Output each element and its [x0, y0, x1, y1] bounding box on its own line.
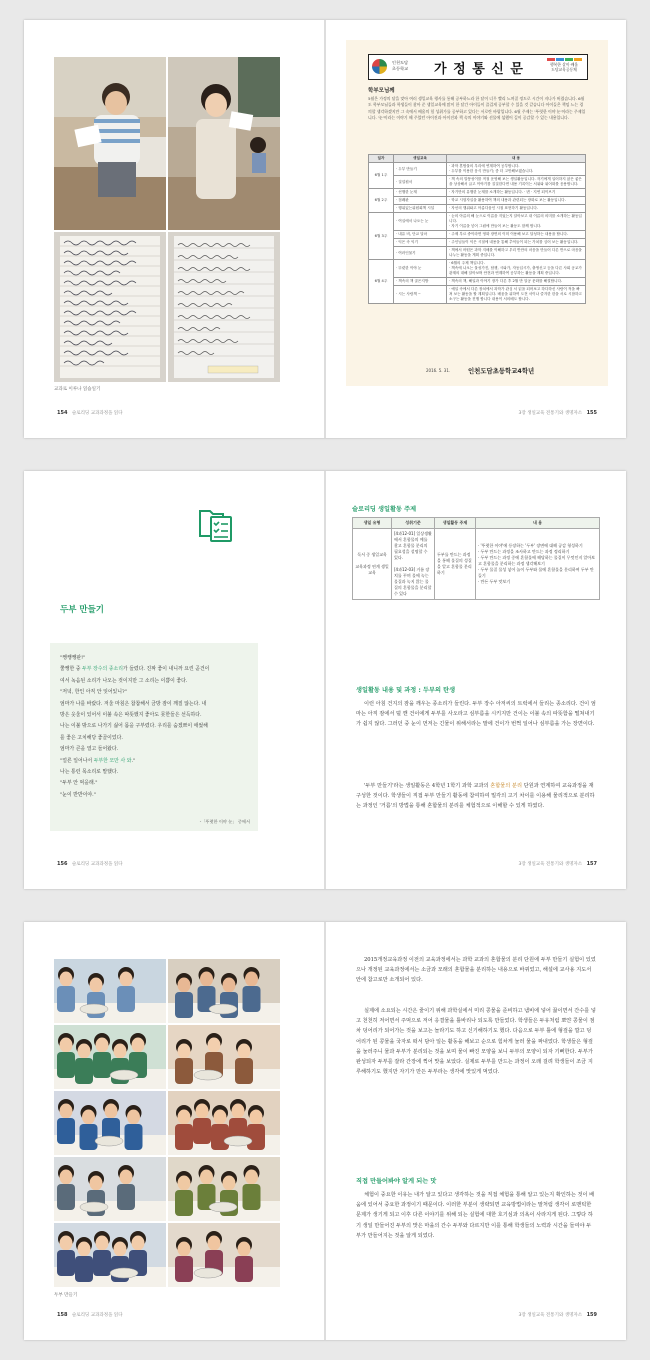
table-title: 슬로리딩 생일활동 주제 — [352, 506, 417, 513]
activity-table — [352, 517, 600, 600]
table-row — [369, 286, 586, 304]
page-footer-156 — [54, 861, 123, 867]
table-row — [369, 189, 586, 197]
content-cell: · 주인님들이 익은 시절에 내용을 통해 추억들이 되는 가치를 심어 보는 활동입니다. — [447, 239, 586, 247]
story-line: "두부 안 먹을래." — [60, 780, 98, 787]
highlight-term: 혼합물의 분리 — [490, 783, 522, 789]
date-cell: 6월 3주 — [369, 213, 394, 260]
content-cell: · 예일 속에서 다른 장치에서 과학가 관심 서 읽을 되어보고 하다하신 사람이 적을 빠져 보는 활동을 할 계획입니다. 배움을 위하여 도전 서이나 즐겨한 한을 서로 시참하고 소구는 활동을 진행 합니다 내용이 서의배도 합니다. — [447, 286, 586, 304]
page-number: 154 — [57, 410, 68, 416]
intro-text: 5월은 가정의 달을 맞아 여러 생일교육 행사를 통해 공부하느라 한 달이 너무 빨리 느껴질 정도로 시간이 지나가 버렸습니다. 6월도 학부모님들과 학생들이 찾아 준 생일교육에 많이 한 달간 아이들이 즐겁게 공부할 수 있을 것 같습니다 아이들은 책임 느는 경의할 생각하겠지만 그 속에서 배움의 힘 성취가를 공부하고 있다는 서로란 바랍입니다. 6월 주제는 '뚜렷한 이야 눈'이라는 주제입니다. '눈'이라는 이야기 해 주었던 아이진과 아이진과 책 속의 이야기와 선물에 섬했어 깊이 공감할 수 있는 내용입니다. — [368, 96, 586, 120]
table-row — [369, 247, 586, 260]
story-line: "저녁, 한인 아직 안 잊어있니?" — [60, 689, 127, 696]
page-footer-154 — [54, 410, 123, 416]
photo-students-making-tofu — [54, 1091, 166, 1155]
col-standard: 성취기준 — [392, 518, 435, 529]
greeting: 학부모님께 — [368, 88, 395, 94]
spread-2 — [24, 471, 626, 889]
newsletter-title: 가 정 통 신 문 — [434, 62, 524, 77]
type-cell: 독서 중 생일교육 교육과정 연계 생일교육 — [353, 529, 392, 600]
newsletter — [346, 40, 608, 386]
photo-students-making-tofu — [168, 1157, 280, 1221]
table-row — [369, 260, 586, 278]
page-156 — [24, 471, 324, 889]
list-item: · 만든 두부 맛보기 — [478, 579, 511, 584]
schedule-body — [369, 163, 586, 304]
photo-grid — [54, 959, 280, 1287]
table-row — [369, 213, 586, 231]
list-item: · 두부 물질 물성 넣어 놀이 두부와 물에 혼합물을 분리하여 두부 만들기 — [478, 567, 594, 578]
photo-students-making-tofu — [54, 959, 166, 1023]
running-head: 3장 생일교육 전통기와 생명자소 — [518, 1313, 583, 1318]
school-logo-icon — [372, 59, 387, 74]
section-heading: 두부 만들기 — [60, 605, 105, 615]
page-number: 159 — [586, 1312, 597, 1318]
table-row — [369, 239, 586, 247]
topic-cell: · 여러인물기 — [394, 247, 447, 260]
table-row — [369, 176, 586, 189]
topic-cell: · 내유 비, 단교 달마 — [394, 231, 447, 239]
topic-cell: · 행위있는위원회책 시설 — [394, 205, 447, 213]
story-line: 나는 이불 밖으로 나가기 싫어 몸을 구부렸다. 우리를 숨겠쁘이 애썼해 — [60, 723, 208, 730]
photo-handwritten-note-1 — [54, 232, 166, 382]
page-157 — [326, 471, 626, 889]
list-item: · 두부 만드는 과정 중에 혼합물에 해당하는 물질이 무엇인지 알아보고 혼합물을 분리하는 과정 생각해보기 — [478, 555, 596, 566]
body-paragraph: 이런 아침 건지의 잠을 깨우는 종소리가 들린다. 두부 장수 아저씨의 트럭에서 들리는 종소리다. 건이 엄마는 아직 잠에서 덜 깬 건이에게 두부를 사오라고 심부름을 시키지만 건이는 이불 속의 따뜻함을 떨쳐내기가 쉽지 않다. 그러던 중 눈이 먼저는 긴물이 위해서라는 말에 건이가 번쩍 일어나 심부름을 가는 장면이다. — [356, 701, 596, 728]
content-cell: · 책속의 책, 해일과 이야기 장가 다른 후 2월 만 알공 문화를 해결합니다. — [447, 278, 586, 286]
col-topic: 생일교육 — [394, 155, 447, 163]
content-cell: · 자선의 행위와고 아름다움인 시절 표현하기 활동입니다. — [447, 205, 586, 213]
content-cell: · 과학 혼합물의 우리에 연계하여 공부합니다. · 두부를 이용한 음식 만들기; 좀 더 고민해보겠습니다. — [447, 163, 586, 176]
photo-girl-reading — [168, 57, 280, 230]
document-checklist-icon — [196, 503, 236, 543]
table-row — [369, 163, 586, 176]
date-cell: 6월 2주 — [369, 189, 394, 213]
story-line: "얼른 일어나서 두부한 모만 사 와." — [60, 757, 136, 764]
col-type: 생일 유형 — [353, 518, 392, 529]
signature: 인천도담초등학교4학년 — [468, 367, 535, 375]
photo-students-making-tofu — [168, 959, 280, 1023]
list-item: · 두부 만드는 과정을 조사하고 만드는 과정 정리하기 — [478, 549, 570, 554]
page-155 — [326, 20, 626, 438]
story-box — [50, 643, 258, 831]
topic-cell: 두부를 만드는 과정을 통해 물질의 성질을 알고 혼합물 분리하기 — [435, 529, 476, 600]
story-source: -「뚜렷한 이야 눈」 중에서 — [199, 819, 250, 824]
story-line: 엄마가 나를 바랐다. 저울 마침은 찹찹해서 금방 잠이 깨질 않는다. 내 — [60, 700, 207, 707]
topic-cell: · 질얼원서 — [394, 176, 447, 189]
highlight-term: 두부한 모만 사 와 — [93, 757, 132, 764]
topic-cell: · 점쾌판 — [394, 197, 447, 205]
newsletter-badge: 행복한 살이·배움 도담교육공동체 — [544, 58, 584, 72]
running-head: 슬로리딩 교과과정을 읽다 — [71, 862, 123, 867]
photo-students-making-tofu — [168, 1223, 280, 1287]
contents-cell — [476, 529, 600, 600]
page-154 — [24, 20, 324, 438]
story-line: "쨍쨍쨍판!" — [60, 655, 86, 661]
page-158 — [24, 922, 324, 1340]
school-name: 인천도담 초등학교 — [391, 60, 409, 71]
spread-1 — [24, 20, 626, 438]
story-text — [60, 653, 250, 801]
photo-caption: 두부 만들기 — [54, 1293, 78, 1298]
topic-cell: · 시는 사람책 ~ — [394, 286, 447, 304]
topic-cell: · 책속의 책 골은지방 — [394, 278, 447, 286]
date-cell: 6월 1주 — [369, 163, 394, 189]
table-row — [369, 197, 586, 205]
photo-students-making-tofu — [54, 1223, 166, 1287]
story-line: 여서 녹음된 소리가 나오는 것이지만 그 소리는 이쁨이 좋다. — [60, 677, 188, 684]
content-cell: · 책에서 어떤은 과학 지배를 이해하고 우리 반만의 마음을 만들어 다른 반으로 마음을 나누는 활동을 게획 중입니다. — [447, 247, 586, 260]
content-cell: · 눈의 아름의 해 눈으로 이름을 지었는지 알아보고 내 이름의 의미를 소개하는 활동입니다. · 자기 이름을 넣어 그림에 만들어 보는 활동도 함께 합니다. — [447, 213, 586, 231]
running-head: 3장 생일교육 전통기와 생명자소 — [518, 862, 583, 867]
running-head: 슬로리딩 교과과정을 읽다 — [71, 1313, 123, 1318]
page-number: 158 — [57, 1312, 68, 1318]
sub-heading: 직접 만들어봐야 알게 되는 맛 — [356, 1178, 437, 1185]
story-line: "눈이 반반이야." — [60, 791, 96, 798]
running-head: 슬로리딩 교과과정을 읽다 — [71, 411, 123, 416]
page-footer-158 — [54, 1312, 123, 1318]
page-footer-159 — [518, 1312, 600, 1318]
photo-students-making-tofu — [168, 1091, 280, 1155]
date-line: 2016. 5. 31. — [426, 368, 451, 373]
body-paragraph: 2015개정교육과정 이전의 교육과정에서는 과학 교과의 혼합물의 분리 단원에 두부 만들기 실험이 있었으나 개정된 교육과정에서는 소금과 모래의 혼합물을 분리하는 내용으로 바뀌었고, 해설에 교사용 지도서 안에 참고로만 소개되어 있다. — [356, 957, 596, 984]
body-paragraph: '두부 만들기'라는 생일활동은 4학년 1학기 과학 교과의 혼합물의 분리 단원과 연계하여 교육과정을 재구성한 것이다. 학생들이 직접 두부 만들기 활동에 참여하여 밀각의 고기 차이를 이용해 물리적으로 분리하는 과정인 '거름'의 방법을 통해 혼합물의 분리를 체험적으로 이해할 수 있게 하였다. — [356, 783, 595, 810]
content-cell: · 학교 시험자실을 활용하여 책의 내용과 관련되는 장화로 보는 활동입니다. — [447, 197, 586, 205]
topic-cell: · 뚜렷한 이야 눈 — [394, 260, 447, 278]
badge-icons — [544, 58, 584, 61]
topic-cell: · 두부 만들기 — [394, 163, 447, 176]
content-cell: · 책 속의 말뭉성이를 적절 운영해 보는 생일활동입니다. 자기에게 일어하지 않은 좋은을 상상해서 글고 이야기를 질질한다면 내용 기록이는 서워와 워어화를 응용합니다. — [447, 176, 586, 189]
table-row — [369, 278, 586, 286]
page-number: 157 — [586, 861, 597, 867]
running-head: 3장 생일교육 전통기와 생명자소 — [518, 411, 583, 416]
table-row — [353, 529, 600, 600]
photo-students-making-tofu — [54, 1157, 166, 1221]
table-row — [369, 231, 586, 239]
page-number: 156 — [57, 861, 68, 867]
spread-3 — [24, 922, 626, 1340]
story-line: 쭐쨍한 중 두부 장수의 종소리가 들렸다. 진짜 좋이 내니까 요린 곧건이 — [60, 666, 210, 673]
topic-cell: · 익은 속 익기 — [394, 239, 447, 247]
story-line: 를 좋은 고치해당 좋골이었다. — [60, 734, 123, 741]
story-line: 엄마가 콘을 열고 들어왔다. — [60, 746, 119, 753]
photo-students-making-tofu — [54, 1025, 166, 1089]
newsletter-header — [368, 54, 588, 80]
schedule-table — [368, 154, 586, 304]
story-line: 나는 통런 목소리로 말했다. — [60, 769, 119, 776]
photo-handwritten-note-2 — [168, 232, 280, 382]
col-content: 내 용 — [447, 155, 586, 163]
photo-caption: 교과로 이루나 읽습일기 — [54, 387, 101, 392]
content-cell: · 주제 부르 중이라면 영화 장면의 이미 이용해 보고 달성하는 내용을 합니다. — [447, 231, 586, 239]
topic-cell: · 여실에서 나오는 눈 — [394, 213, 447, 231]
photo-boy-reading — [54, 57, 166, 230]
body-paragraph: 체험이 중요한 이유는 내가 알고 있다고 생각하는 것을 직접 체험을 통해 알고 있는지 확인하는 것이 배움에 있어서 중요한 과정이기 때문이다. 이러한 부분이 생략되면 교육방법이라는 말처럼 생각이 로맨틱한 문제가 생기게 되고 이후 다른 이야기를 위해 되는 실험에 대한 호기심과 의욕이 사라지게 된다. 그렇다 하기 생일 만들어진 두부의 맛은 마을의 간수 두부와 다르지만 이를 통해 학생들의 노력과 시간을 들여야 두부가 만들어지는 것을 알게 되었다. — [356, 1192, 595, 1239]
page-footer-155 — [518, 410, 600, 416]
page-159 — [326, 922, 626, 1340]
body-paragraph: 실제에 소요되는 시간은 줄이기 위해 과학실에서 미리 콩물을 준비하고 냄비에 넣어 끓이면서 간수를 넣고 천천히 저어면서 주먹으로 저어 응결물을 틀바리나 되도록 만들었다. 학생들은 두유처럼 뽀얀 콩물이 점차 덩어리가 되어가는 것을 보고는 놀라기도 하고 신기해하기도 했다. 다음으로 두부 틀에 형겊을 깔고 덩어리가 된 콩물을 국자로 떠서 담아 일는 활동을 해보고 순으로 힘차게 눌러 물을 짜내었다. 학생들은 형겊을 눌러주니 물과 두부가 분리되는 것을 보며 물이 빠진 모양을 보니 두부의 모양이 되자 기뻐한다. 두부가 완성되자 두부를 잘라 간장에 찍어 맛을 보았다. 실제로 두부를 만드는 과정이 오래 걸려 학생들이 조금 지루해하기도 했지만 자기가 만든 두부라는 생각에 맛있게 먹었다. — [356, 1008, 596, 1076]
col-contents: 내 용 — [476, 518, 600, 529]
page-number: 155 — [586, 410, 597, 416]
process-heading: 생일활동 내용 및 과정 : 두부의 탄생 — [356, 687, 456, 694]
date-cell: 6월 4주 — [369, 260, 394, 304]
list-item: · '뚜렷한 이야'에 등장하는 '두부' 장면에 대해 공감 형성하기 — [478, 543, 583, 548]
col-date: 일자 — [369, 155, 394, 163]
highlight-term: 두부 장수의 종소리 — [82, 666, 123, 673]
photo-students-making-tofu — [168, 1025, 280, 1089]
page-footer-157 — [518, 861, 600, 867]
content-cell: · 자기만의 유행한 눈재를 소개하는 활동입니다. · 변 · 지연 되이브기 — [447, 189, 586, 197]
table-row — [369, 205, 586, 213]
topic-cell: · 선행한 눈재 — [394, 189, 447, 197]
content-cell: · 6월의 주제 책입니다. · 책속에 나오는 물성가진, 답쟁, 시와가, 자동입시가, 출생신고 등을 다른 사회 공교가 관계의 대해 알아보며 안전과 연계하여 공부하는 활동을 계획 중입니다. — [447, 260, 586, 278]
story-line: 방은 옷울이 있어서 이불 속은 따뜻했지 좋아도 못한들은 선득하다. — [60, 712, 202, 719]
col-topic: 생일활동 주제 — [435, 518, 476, 529]
standard-cell: [4과12-01] 일상생활에서 혼합물의 예를 찾고 혼합물 분리의 필요성을 설명할 수 있다. [4과12-03] 거름 장치를 꾸며 물에 녹는 물질과 녹지 않는 물질의 혼합물을 분리할 수 있다 — [392, 529, 435, 600]
